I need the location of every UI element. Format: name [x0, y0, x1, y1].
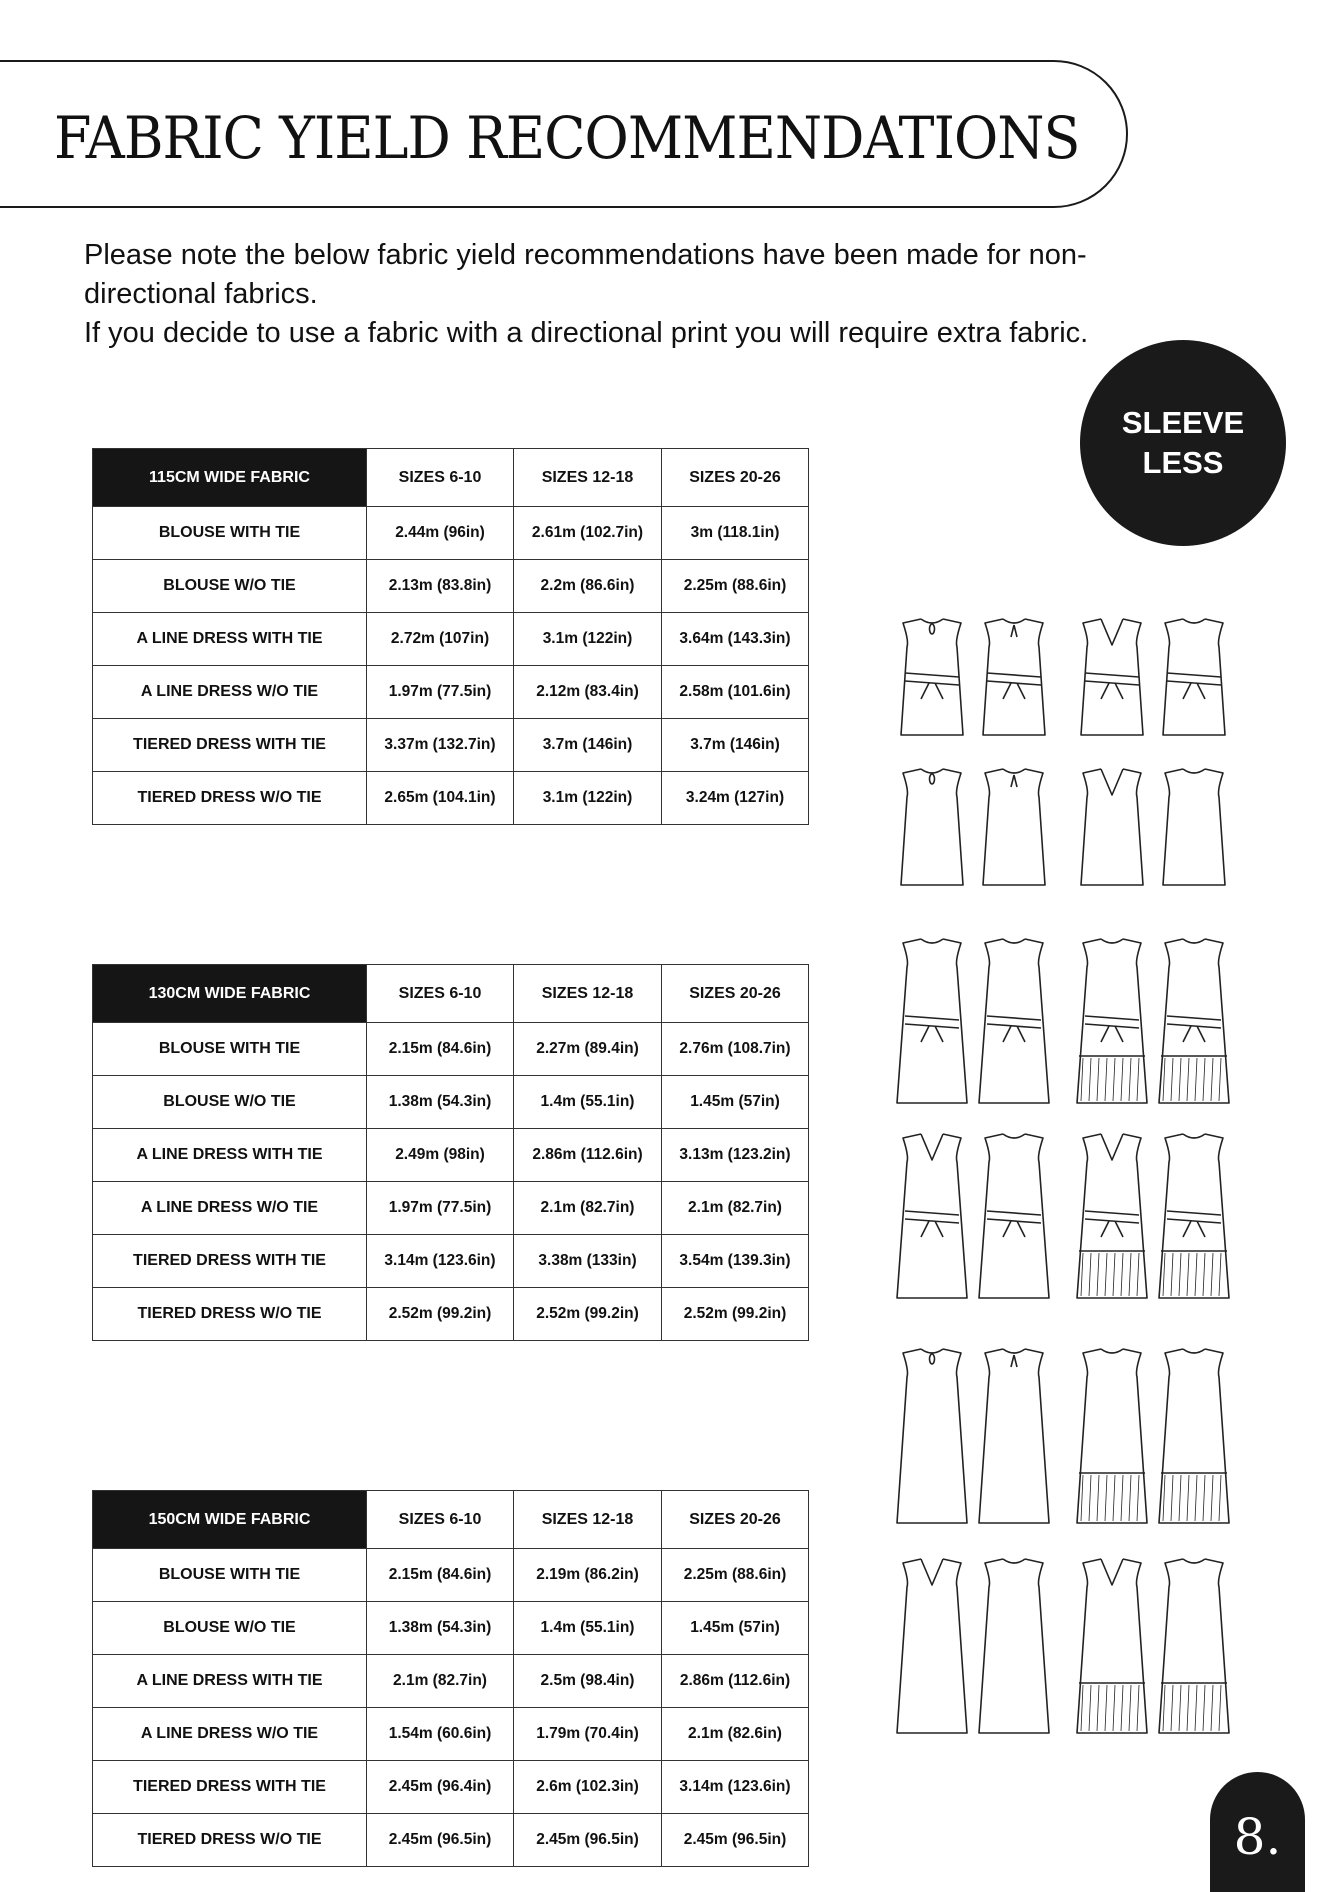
yield-value: 2.45m (96.4in)	[367, 1761, 514, 1814]
table-row	[93, 613, 809, 666]
yield-value: 1.4m (55.1in)	[514, 1602, 662, 1655]
yield-value: 1.4m (55.1in)	[514, 1076, 662, 1129]
table-row	[93, 772, 809, 825]
table-row	[93, 1761, 809, 1814]
keyhole-blouse-tie-icon	[901, 619, 963, 735]
table-header-row	[93, 449, 809, 507]
yield-value: 2.45m (96.5in)	[662, 1814, 809, 1867]
tiered-dress-tie-front-icon	[1159, 1134, 1229, 1298]
yield-value: 3.14m (123.6in)	[662, 1761, 809, 1814]
vneck-blouse-icon	[1081, 769, 1143, 885]
yield-value: 2.25m (88.6in)	[662, 1549, 809, 1602]
yield-value: 2.2m (86.6in)	[514, 560, 662, 613]
size-header: SIZES 6-10	[367, 1491, 514, 1549]
yield-value: 2.45m (96.5in)	[367, 1814, 514, 1867]
yield-value: 1.45m (57in)	[662, 1602, 809, 1655]
yield-value: 2.49m (98in)	[367, 1129, 514, 1182]
yield-value: 1.97m (77.5in)	[367, 666, 514, 719]
size-header: SIZES 6-10	[367, 965, 514, 1023]
row-label: TIERED DRESS W/O TIE	[93, 1288, 367, 1341]
yield-value: 3.37m (132.7in)	[367, 719, 514, 772]
aline-dress-back-icon	[979, 1559, 1049, 1733]
yield-value: 2.1m (82.6in)	[662, 1708, 809, 1761]
row-label: A LINE DRESS WITH TIE	[93, 613, 367, 666]
tiered-dress-plain-icon	[1159, 1559, 1229, 1733]
yield-value: 1.45m (57in)	[662, 1076, 809, 1129]
yield-value: 3.14m (123.6in)	[367, 1235, 514, 1288]
vneck-blouse-tie-icon	[1081, 619, 1143, 735]
sleeveless-badge	[1080, 340, 1286, 546]
table-row	[93, 1708, 809, 1761]
vneck-aline-dress-icon	[897, 1559, 967, 1733]
table-row	[93, 1288, 809, 1341]
table-row	[93, 1655, 809, 1708]
intro-line-1: Please note the below fabric yield recommendations have been made for non-directional fabrics.	[84, 239, 1087, 310]
yield-value: 2.86m (112.6in)	[514, 1129, 662, 1182]
row-label: BLOUSE W/O TIE	[93, 560, 367, 613]
yield-table-115cm	[92, 448, 809, 825]
yield-value: 2.13m (83.8in)	[367, 560, 514, 613]
tiered-dress-back-icon	[1159, 1349, 1229, 1523]
vneck-aline-dress-tie-icon	[897, 1134, 967, 1298]
size-header: SIZES 12-18	[514, 965, 662, 1023]
yield-value: 3.54m (139.3in)	[662, 1235, 809, 1288]
tiered-dress-icon	[1077, 1349, 1147, 1523]
page-number: 8.	[1233, 1808, 1282, 1866]
tiered-dress-tie-icon	[1077, 939, 1147, 1103]
yield-value: 2.1m (82.7in)	[514, 1182, 662, 1235]
row-label: TIERED DRESS WITH TIE	[93, 1761, 367, 1814]
yield-value: 2.72m (107in)	[367, 613, 514, 666]
badge-line-1: SLEEVE	[1121, 405, 1245, 440]
yield-table-130cm	[92, 964, 809, 1341]
row-label: A LINE DRESS W/O TIE	[93, 1708, 367, 1761]
size-header: SIZES 20-26	[662, 965, 809, 1023]
back-blouse-tie-icon	[1163, 619, 1225, 735]
yield-table-150cm	[92, 1490, 809, 1867]
table-row	[93, 1235, 809, 1288]
garment-illustrations	[895, 615, 1255, 1755]
size-header: SIZES 20-26	[662, 449, 809, 507]
table-row	[93, 1814, 809, 1867]
table-row	[93, 507, 809, 560]
row-label: A LINE DRESS WITH TIE	[93, 1655, 367, 1708]
yield-value: 2.27m (89.4in)	[514, 1023, 662, 1076]
page-title: FABRIC YIELD RECOMMENDATIONS	[54, 104, 1080, 172]
table-row	[93, 1602, 809, 1655]
table-row	[93, 1129, 809, 1182]
yield-value: 2.1m (82.7in)	[367, 1655, 514, 1708]
yield-value: 1.54m (60.6in)	[367, 1708, 514, 1761]
keyhole-blouse-icon	[901, 769, 963, 885]
yield-value: 2.12m (83.4in)	[514, 666, 662, 719]
yield-value: 2.86m (112.6in)	[662, 1655, 809, 1708]
yield-value: 2.52m (99.2in)	[514, 1288, 662, 1341]
yield-value: 2.44m (96in)	[367, 507, 514, 560]
tiefront-blouse-icon	[983, 769, 1045, 885]
yield-value: 2.45m (96.5in)	[514, 1814, 662, 1867]
row-label: BLOUSE WITH TIE	[93, 1023, 367, 1076]
yield-value: 2.1m (82.7in)	[662, 1182, 809, 1235]
yield-value: 2.76m (108.7in)	[662, 1023, 809, 1076]
yield-value: 2.15m (84.6in)	[367, 1549, 514, 1602]
yield-value: 2.25m (88.6in)	[662, 560, 809, 613]
yield-value: 2.15m (84.6in)	[367, 1023, 514, 1076]
badge-line-2: LESS	[1142, 445, 1224, 480]
table-row	[93, 666, 809, 719]
yield-value: 3.24m (127in)	[662, 772, 809, 825]
fabric-width-header: 150CM WIDE FABRIC	[93, 1491, 367, 1549]
intro-text	[84, 236, 1094, 353]
yield-value: 3.13m (123.2in)	[662, 1129, 809, 1182]
yield-value: 2.19m (86.2in)	[514, 1549, 662, 1602]
page-number-tab	[1210, 1772, 1305, 1892]
fabric-width-header: 130CM WIDE FABRIC	[93, 965, 367, 1023]
row-label: A LINE DRESS W/O TIE	[93, 666, 367, 719]
size-header: SIZES 12-18	[514, 1491, 662, 1549]
yield-value: 1.79m (70.4in)	[514, 1708, 662, 1761]
yield-value: 2.65m (104.1in)	[367, 772, 514, 825]
table-row	[93, 1182, 809, 1235]
aline-dress-tie-back-icon	[979, 939, 1049, 1103]
tiered-dress-tie-back-icon	[1159, 939, 1229, 1103]
vneck-tiered-dress-icon	[1077, 1559, 1147, 1733]
table-row	[93, 1023, 809, 1076]
table-header-row	[93, 965, 809, 1023]
yield-value: 3.64m (143.3in)	[662, 613, 809, 666]
size-header: SIZES 6-10	[367, 449, 514, 507]
row-label: A LINE DRESS WITH TIE	[93, 1129, 367, 1182]
yield-value: 1.97m (77.5in)	[367, 1182, 514, 1235]
yield-value: 3.7m (146in)	[514, 719, 662, 772]
keyhole-aline-dress-icon	[897, 1349, 967, 1523]
yield-value: 1.38m (54.3in)	[367, 1602, 514, 1655]
yield-value: 3m (118.1in)	[662, 507, 809, 560]
row-label: A LINE DRESS W/O TIE	[93, 1182, 367, 1235]
table-row	[93, 1549, 809, 1602]
table-row	[93, 719, 809, 772]
row-label: BLOUSE WITH TIE	[93, 507, 367, 560]
yield-value: 2.52m (99.2in)	[662, 1288, 809, 1341]
yield-value: 1.38m (54.3in)	[367, 1076, 514, 1129]
tiefront-aline-dress-icon	[979, 1349, 1049, 1523]
yield-value: 2.61m (102.7in)	[514, 507, 662, 560]
aline-dress-tie-icon	[897, 939, 967, 1103]
row-label: BLOUSE WITH TIE	[93, 1549, 367, 1602]
row-label: TIERED DRESS WITH TIE	[93, 1235, 367, 1288]
yield-value: 3.38m (133in)	[514, 1235, 662, 1288]
tiefront-blouse-tie-icon	[983, 619, 1045, 735]
table-header-row	[93, 1491, 809, 1549]
table-row	[93, 560, 809, 613]
row-label: BLOUSE W/O TIE	[93, 1602, 367, 1655]
size-header: SIZES 12-18	[514, 449, 662, 507]
fabric-width-header: 115CM WIDE FABRIC	[93, 449, 367, 507]
vneck-tiered-dress-tie-icon	[1077, 1134, 1147, 1298]
yield-value: 2.5m (98.4in)	[514, 1655, 662, 1708]
size-header: SIZES 20-26	[662, 1491, 809, 1549]
row-label: TIERED DRESS W/O TIE	[93, 1814, 367, 1867]
row-label: TIERED DRESS WITH TIE	[93, 719, 367, 772]
table-row	[93, 1076, 809, 1129]
yield-value: 2.6m (102.3in)	[514, 1761, 662, 1814]
intro-line-2: If you decide to use a fabric with a directional print you will require extra fabric.	[84, 317, 1089, 349]
yield-value: 2.52m (99.2in)	[367, 1288, 514, 1341]
yield-value: 2.58m (101.6in)	[662, 666, 809, 719]
row-label: TIERED DRESS W/O TIE	[93, 772, 367, 825]
yield-value: 3.1m (122in)	[514, 772, 662, 825]
row-label: BLOUSE W/O TIE	[93, 1076, 367, 1129]
back-blouse-icon	[1163, 769, 1225, 885]
aline-dress-tie-front-icon	[979, 1134, 1049, 1298]
yield-value: 3.7m (146in)	[662, 719, 809, 772]
yield-value: 3.1m (122in)	[514, 613, 662, 666]
